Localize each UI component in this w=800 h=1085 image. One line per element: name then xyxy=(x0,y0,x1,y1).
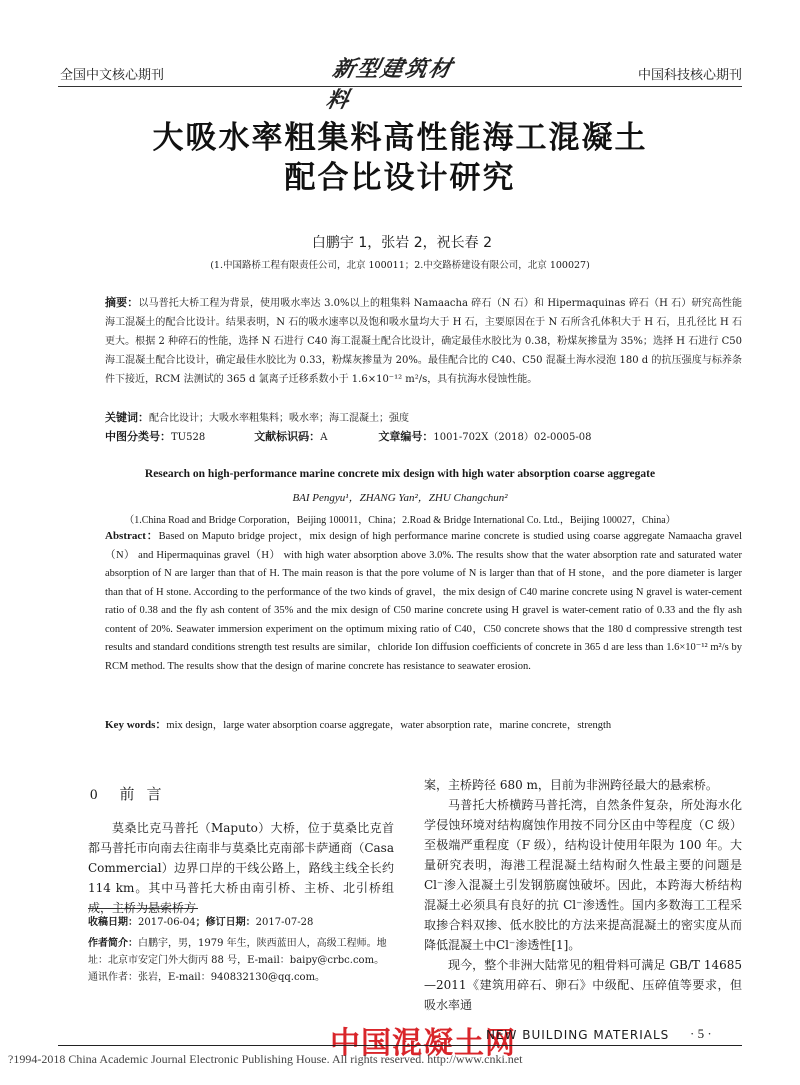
english-abstract xyxy=(105,527,742,676)
english-abstract-label: Abstract： xyxy=(105,530,159,542)
clc-value: TU528 xyxy=(171,432,206,443)
keywords-cn-label: 关键词： xyxy=(105,411,149,424)
section-number: 0 xyxy=(90,787,98,803)
footer-divider xyxy=(58,1045,742,1046)
body-right-p3: 现今，整个非洲大陆常见的粗骨料可满足 GB/T 14685—2011《建筑用碎石、卵石》中级配、压碎值等要求，但吸水率通 xyxy=(424,958,742,1012)
watermark-text: 中国混凝土网 xyxy=(330,1026,516,1061)
english-affiliation: （1.China Road and Bridge Corporation，Beijing 100011，China；2.Road & Bridge International Co. Ltd.，Beijing 100027，China） xyxy=(124,515,676,526)
copyright-line: ?1994-2018 China Academic Journal Electronic Publishing House. All rights reserved. http://www.cnki.net xyxy=(8,1052,523,1066)
footnote-dates xyxy=(88,914,394,931)
page-number: · 5 · xyxy=(690,1026,712,1041)
english-keywords-label: Key words： xyxy=(105,719,167,731)
section-heading xyxy=(90,783,174,804)
footnote-author xyxy=(88,935,394,986)
english-keywords-text: mix design，large water absorption coarse aggregate，water absorption rate，marine concrete，strength xyxy=(166,720,612,731)
doc-code-value: A xyxy=(320,432,328,443)
author-bio-label: 作者简介： xyxy=(88,938,138,949)
journal-logo-text: 新型建筑材料 xyxy=(323,56,456,113)
article-title-line2: 配合比设计研究 xyxy=(284,160,516,196)
english-abstract-text: Based on Maputo bridge project，mix design of high performance marine concrete is studied using coarse aggregate Namaacha gravel（N） and Hipermaquinas gravel（H） with high water absorption above 3.0%. The results show that the water absorption rate and saturated water absorption of N are larger than that of H. The main reason is that the pore volume of N is larger than that of H stone，and the pore diameter is larger than that of H stone. According to the performance of the two kinds of gravel，the mix design of C40 marine concrete using N gravel is water-cement ratio of 0.38 and the fly ash content of 35% and the mix design of C50 marine concrete using H gravel is water-cement ratio of 0.33 and the fly ash content of 20%. Seawater immersion experiment on the optimum mixing ratio of C40，C50 concrete shows that the 180 d compressive strength test results and standard conditions strength test results are similar，chloride Ion diffusion coefficients of concrete in 365 d are less than 1.6×10⁻¹² m²/s by RCM method. The results show that the design of marine concrete has resistance to seawater erosion. xyxy=(105,531,743,672)
header-left-label: 全国中文核心期刊 xyxy=(60,68,165,83)
received-date: 2017-06-04 xyxy=(138,917,196,928)
footnote-divider xyxy=(88,908,198,909)
doc-code-label: 文献标识码： xyxy=(254,430,321,443)
revised-date: 2017-07-28 xyxy=(255,917,314,928)
abstract-cn xyxy=(105,293,742,389)
authors: 白鹏宇 1，张岩 2，祝长春 2 xyxy=(311,235,492,251)
section-title: 前言 xyxy=(119,785,174,803)
affiliation: (1.中国路桥工程有限责任公司，北京 100011；2.中交路桥建设有限公司，北京 100027) xyxy=(210,260,590,271)
body-right-p1: 案，主桥跨径 680 m，目前为非洲跨径最大的悬索桥。 xyxy=(424,778,718,792)
revised-label: ；修订日期： xyxy=(195,917,256,928)
keywords-cn-text: 配合比设计；大吸水率粗集料；吸水率；海工混凝土；强度 xyxy=(149,413,409,424)
header-right-label: 中国科技核心期刊 xyxy=(637,68,742,83)
journal-name-footer: NEW BUILDING MATERIALS xyxy=(486,1028,670,1042)
english-keywords xyxy=(105,716,742,735)
journal-logo xyxy=(323,52,470,113)
english-authors: BAI Pengyu¹，ZHANG Yan²，ZHU Changchun² xyxy=(292,492,508,504)
abstract-cn-text: 以马普托大桥工程为背景，使用吸水率达 3.0%以上的粗集料 Namaacha 碎石（N 石）和 Hipermaquinas 碎石（H 石）研究高性能海工混凝土的配合比设计。结果表明，N 石的吸水速率以及饱和吸水量均大于 H 石，主要原因在于 N 石所含孔体积大于 H 石，且孔径比 H 石更大。根据 2 种碎石的性能，选择 N 石进行 C40 海工混凝土配合比设计，确定最佳水胶比为 0.38，粉煤灰掺量为 35%；选择 H 石进行 C50 海工混凝土配合比设计，确定最佳水胶比为 0.33，粉煤灰掺量为 20%。最佳配合比的 C40、C50 混凝土海水浸泡 180 d 的抗压强度与标养条件下接近，RCM 法测试的 365 d 氯离子迁移系数小于 1.6×10⁻¹² m²/s，具有抗海水侵蚀性能。 xyxy=(105,298,742,385)
article-no-label: 文章编号： xyxy=(378,430,434,443)
article-title-line1: 大吸水率粗集料高性能海工混凝土 xyxy=(152,120,648,156)
article-no-value: 1001-702X（2018）02-0005-08 xyxy=(433,432,592,443)
author-bio-text: 白鹏宇，男，1979 年生，陕西蓝田人，高级工程师。地址：北京市安定门外大街丙 88 号，E-mail：baipy@crbc.com。通讯作者：张岩，E-mail：940832130@qq.com。 xyxy=(88,938,387,983)
body-right-p2: 马普托大桥横跨马普托湾，自然条件复杂，所处海水化学侵蚀环境对结构腐蚀作用按不同分区由中等程度（C 级）至极端严重程度（F 级），结构设计使用年限为 100 年。大量研究表明，海港工程混凝土结构耐久性最主要的问题是 Cl⁻渗入混凝土引发钢筋腐蚀破坏。因此，本跨海大桥结构混凝土必须具有良好的抗 Cl⁻渗透性。国内多数海工工程采取掺合料双掺、低水胶比的方法来提高混凝土的密实度从而降低混凝土中Cl⁻渗透性[1]。 xyxy=(424,798,742,952)
abstract-cn-label: 摘要： xyxy=(105,296,139,309)
body-right-column xyxy=(424,775,742,1015)
classification-row xyxy=(105,427,742,447)
english-title: Research on high-performance marine concrete mix design with high water absorption coarse aggregate xyxy=(144,468,656,480)
keywords-cn xyxy=(105,408,742,428)
body-left-column: 莫桑比克马普托（Maputo）大桥，位于莫桑比克首都马普托市向南去往南非与莫桑比克南部卡萨通商（Casa Commercial）边界口岸的干线公路上，路线主线全长约 114 km。其中马普托大桥由南引桥、主桥、北引桥组成，主桥为悬索桥方 xyxy=(88,821,394,915)
clc-label: 中图分类号： xyxy=(105,430,171,443)
header-divider xyxy=(58,86,742,87)
received-label: 收稿日期： xyxy=(88,917,138,928)
